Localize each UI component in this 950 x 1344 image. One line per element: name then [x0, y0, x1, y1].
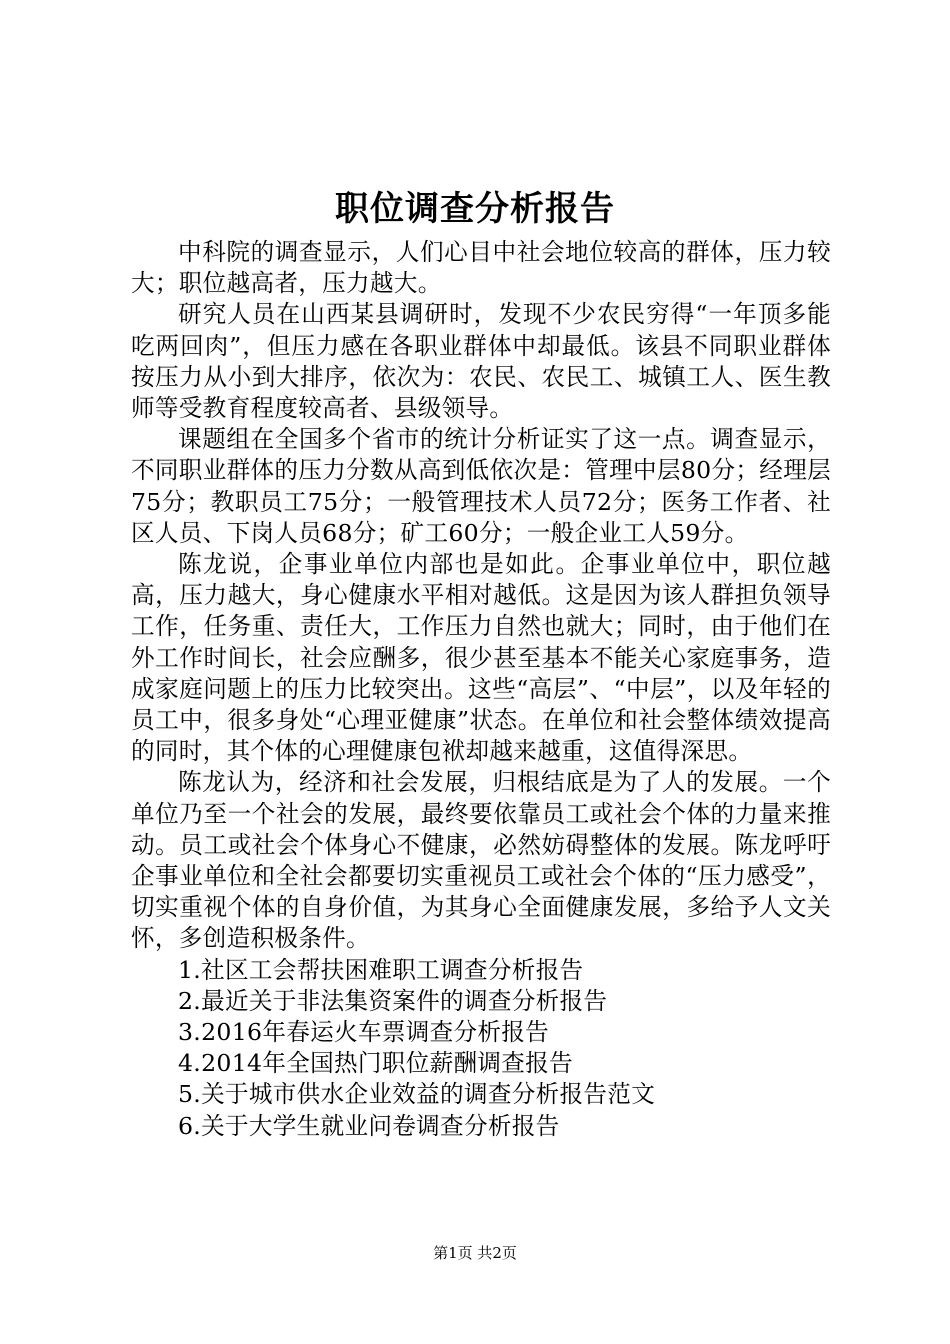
- related-link-4[interactable]: 4.2014年全国热门职位薪酬调查报告: [178, 1049, 573, 1078]
- paragraph-2: 研究人员在山西某县调研时，发现不少农民穷得“一年顶多能吃两回肉”，但压力感在各职业群体中却最低。该县不同职业群体按压力从小到大排序，依次为：农民、农民工、城镇工人、医生教师等受教育程度较高者、县级领导。: [131, 300, 831, 423]
- paragraph-3: 课题组在全国多个省市的统计分析证实了这一点。调查显示，不同职业群体的压力分数从高到低依次是：管理中层80分；经理层75分；教职员工75分；一般管理技术人员72分；医务工作者、社区人员、下岗人员68分；矿工60分；一般企业工人59分。: [131, 425, 831, 547]
- related-link-1[interactable]: 1.社区工会帮扶困难职工调查分析报告: [178, 955, 584, 984]
- related-link-6[interactable]: 6.关于大学生就业问卷调查分析报告: [178, 1111, 560, 1140]
- paragraph-5: 陈龙认为，经济和社会发展，归根结底是为了人的发展。一个单位乃至一个社会的发展，最终要依靠员工或社会个体的力量来推动。员工或社会个体身心不健康，必然妨碍整体的发展。陈龙呼吁企事业单位和全社会都要切实重视员工或社会个体的“压力感受”，切实重视个体的自身价值，为其身心全面健康发展，多给予人文关怀，多创造积极条件。: [131, 768, 831, 953]
- document-title: 职位调查分析报告: [335, 189, 615, 229]
- paragraph-4: 陈龙说，企事业单位内部也是如此。企事业单位中，职位越高，压力越大，身心健康水平相对越低。这是因为该人群担负领导工作，任务重、责任大，工作压力自然也就大；同时，由于他们在外工作时间长，社会应酬多，很少甚至基本不能关心家庭事务，造成家庭问题上的压力比较突出。这些“高层”、“中层”，以及年轻的员工中，很多身处“心理亚健康”状态。在单位和社会整体绩效提高的同时，其个体的心理健康包袱却越来越重，这值得深思。: [131, 550, 831, 766]
- related-links-list: [131, 955, 831, 1142]
- related-link-2[interactable]: 2.最近关于非法集资案件的调查分析报告: [178, 986, 608, 1015]
- related-link-3[interactable]: 3.2016年春运火车票调查分析报告: [178, 1018, 550, 1047]
- paragraph-1: 中科院的调查显示，人们心目中社会地位较高的群体，压力较大；职位越高者，压力越大。: [131, 238, 831, 298]
- document-body: [131, 237, 831, 1142]
- page-indicator: 第1页 共2页: [433, 1244, 517, 1262]
- related-link-5[interactable]: 5.关于城市供水企业效益的调查分析报告范文: [178, 1080, 656, 1109]
